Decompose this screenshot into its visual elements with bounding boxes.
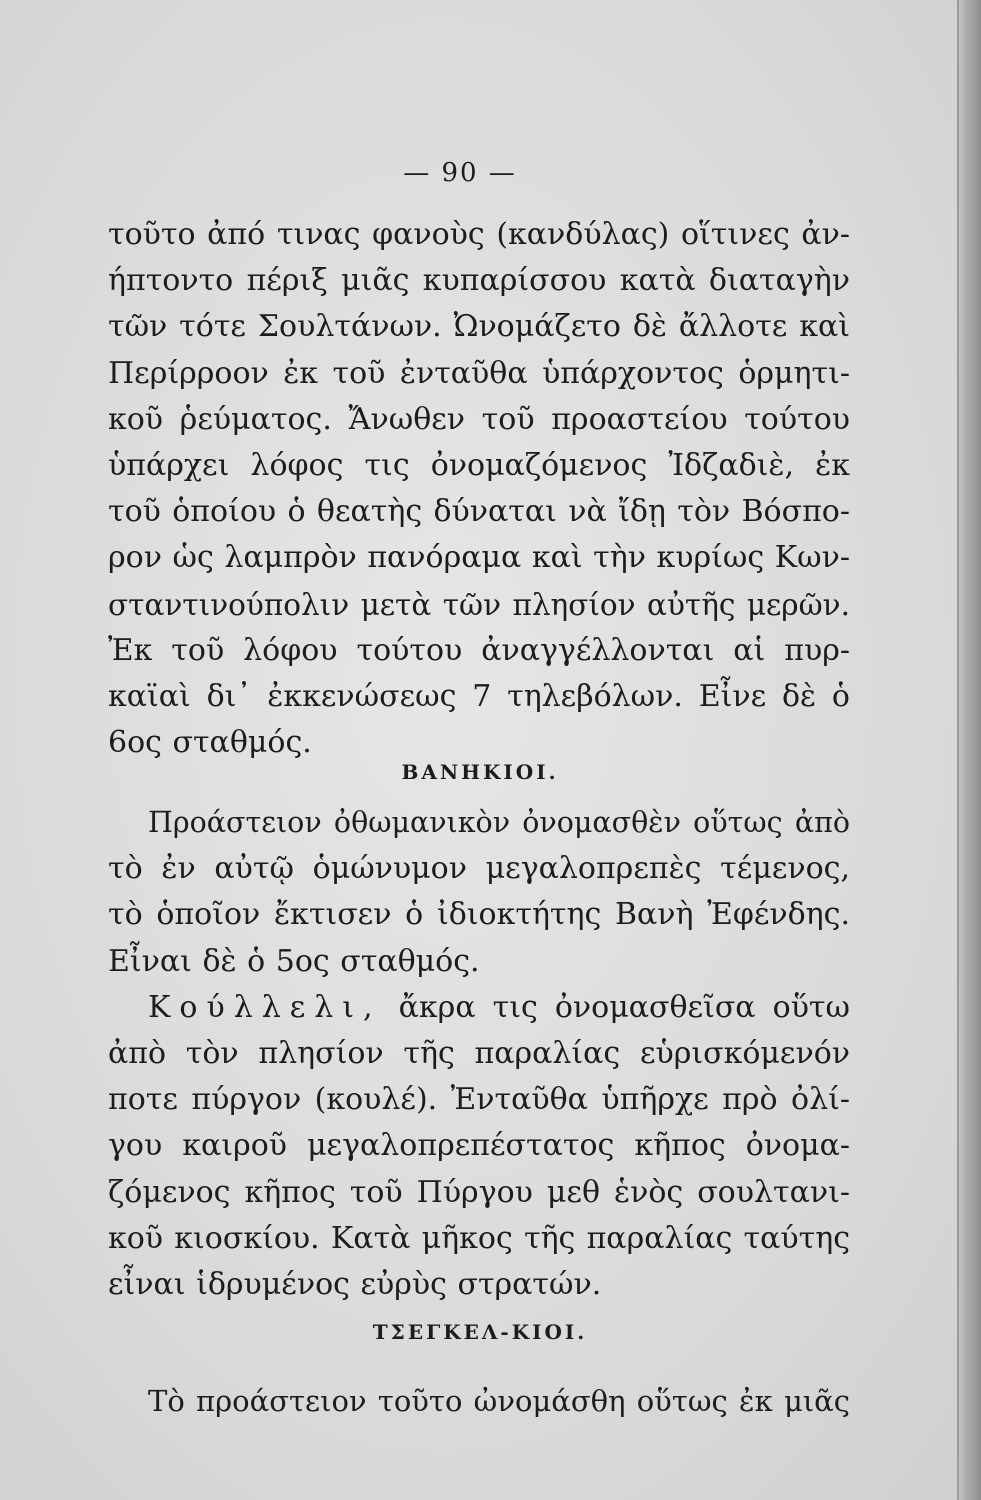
text-line: ὑπάρχει λόφος τις ὀνομαζόμενος Ἰδζαδιὲ, ἐκ [108, 448, 850, 484]
spaced-place-name: Κούλλελι, [148, 989, 382, 1025]
text-line: 6ος σταθμός. [108, 725, 312, 761]
text-line [108, 985, 850, 1031]
text-line: τοῦτο ἀπό τινας φανοὺς (κανδύλας) οἵτινες ἀν- [108, 217, 850, 252]
text-line: ποτε πύργον (κουλέ). Ἐνταῦθα ὑπῆρχε πρὸ ὀλί- [108, 1082, 850, 1118]
section-heading-vanikioi: ΒΑΝΗΚΙΟΙ. [401, 760, 559, 784]
text-line: ρον ὡς λαμπρὸν πανόραμα καὶ τὴν κυρίως Κων- [108, 540, 850, 576]
text-line: ἀπὸ τὸν πλησίον τῆς παραλίας εὑρισκόμενόν [108, 1036, 850, 1072]
text-line: Περίρροον ἐκ τοῦ ἐνταῦθα ὑπάρχοντος ὁρμητι- [108, 355, 850, 391]
text-line: Εἶναι δὲ ὁ 5ος σταθμός. [108, 943, 480, 979]
text-line: Προάστειον ὀθωμανικὸν ὀνομασθὲν οὕτως ἀπὸ [148, 806, 850, 839]
text-line: καϊαὶ δι᾽ ἐκκενώσεως 7 τηλεβόλων. Εἶνε δὲ ὁ [108, 679, 850, 715]
text-line: Τὸ προάστειον τοῦτο ὠνομάσθη οὕτως ἐκ μιᾶς [148, 1384, 850, 1418]
text-line: γου καιροῦ μεγαλοπρεπέστατος κῆπος ὀνομα- [108, 1128, 850, 1164]
text-line: τὸ ὁποῖον ἔκτισεν ὁ ἰδιοκτήτης Βανὴ Ἐφένδης. [108, 897, 850, 933]
paragraph-1 [108, 212, 850, 766]
text-fragment: ἄκρα τις ὀνομασθεῖσα οὕτω [398, 989, 850, 1025]
text-line: τὸ ἐν αὐτῷ ὁμώνυμον μεγαλοπρεπὲς τέμενος, [108, 851, 850, 887]
page-number: — 90 — [403, 158, 517, 188]
text-line: σταντινούπολιν μετὰ τῶν πλησίον αὐτῆς μερῶν. [108, 587, 850, 622]
text-line: Ἐκ τοῦ λόφου τούτου ἀναγγέλλονται αἱ πυρ- [108, 632, 850, 668]
text-line: ζόμενος κῆπος τοῦ Πύργου μεθ ἑνὸς σουλτανι- [108, 1174, 850, 1210]
text-line: τῶν τότε Σουλτάνων. Ὠνομάζετο δὲ ἄλλοτε καὶ [108, 309, 850, 345]
text-line: ήπτοντο πέριξ μιᾶς κυπαρίσσου κατὰ διαταγὴν [108, 263, 850, 299]
paragraph-4 [108, 1378, 850, 1424]
paragraph-2 [108, 800, 850, 1308]
text-line: εἶναι ἱδρυμένος εὐρὺς στρατών. [108, 1267, 602, 1303]
page-binding-edge [959, 0, 981, 1500]
text-line: κοῦ ῥεύματος. Ἄνωθεν τοῦ προαστείου τούτου [108, 401, 850, 437]
section-heading-tsegkelkioi: ΤΣΕΓΚΕΛ-ΚΙΟΙ. [372, 1320, 588, 1344]
text-line: κοῦ κιοσκίου. Κατὰ μῆκος τῆς παραλίας ταύτης [108, 1220, 850, 1256]
text-line: τοῦ ὁποίου ὁ θεατὴς δύναται νὰ ἴδῃ τὸν Βόσπο- [108, 494, 850, 530]
